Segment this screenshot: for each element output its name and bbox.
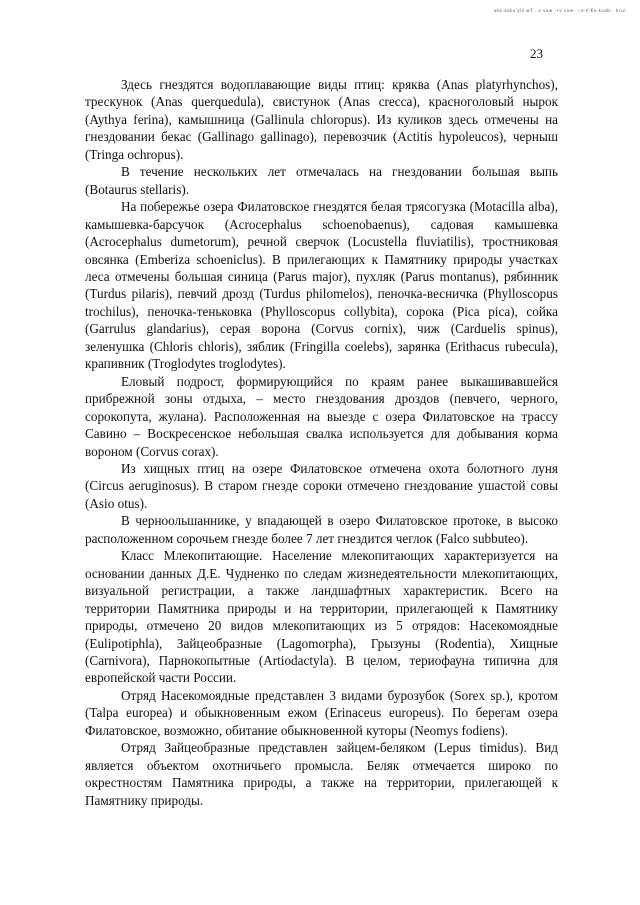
paragraph-mammals: Класс Млекопитающие. Население млекопитающих характеризуется на основании данных Д.Е. Чудненко по следам жизнедеятельности млекопитающих, визуальной регистрации, а также ландшафтных характеристик. Всего на территории Памятника природы и на территории, прилегающей к Памятнику природы, отмечено 20 видов млекопитающих из 5 отрядов: Насекомоядные (Eulipotiphla), Зайцеобразные (Lagomorpha), Грызуны (Rodentia), Хищные (Carnivora), Парнокопытные (Artiodactyla). В целом, териофауна типична для европейской части России.: [85, 548, 558, 686]
paragraph-spruce-undergrowth: Еловый подрост, формирующийся по краям ранее выкашивавшейся прибрежной зоны отдыха, – место гнездования дроздов (певчего, черного, сорокопута, жулана). Расположенная на выезде с озера Филатовское на трассу Савино – Воскресенское небольшая свалка используется для добывания корма вороном (Corvus corax).: [85, 373, 558, 459]
paragraph-raptors: Из хищных птиц на озере Филатовское отмечена охота болотного луня (Circus aeruginosus). В старом гнезде сороки отмечено гнездование ушастой совы (Asio otus).: [85, 460, 558, 511]
paragraph-bittern: В течение нескольких лет отмечалась на гнездовании большая выпь (Botaurus stellaris).: [85, 164, 558, 197]
scan-header-strip: aka-aaku'ylz-w1 ..v-vaw -•v-vaw- -;a-V·Ka-kuab-. kcui: [493, 8, 626, 13]
paragraph-lagomorphs: Отряд Зайцеобразные представлен зайцем-беляком (Lepus timidus). Вид является объектом охотничьего промысла. Беляк отмечается широко по окрестностям Памятника природы, а также на территории, прилегающей к Памятнику природы.: [85, 740, 558, 808]
paragraph-insectivores: Отряд Насекомоядные представлен 3 видами бурозубок (Sorex sp.), кротом (Talpa europea) и обыкновенным ежом (Erinaceus europeus). По берегам озера Филатовское, возможно, обитание обыкновенной куторы (Neomys fodiens).: [85, 687, 558, 738]
paragraph-hobby: В черноольшаннике, у впадающей в озеро Филатовское протоке, в высоко расположенном сорочьем гнезде более 7 лет гнездится чеглок (Falco subbuteo).: [85, 513, 558, 546]
document-body: [85, 76, 558, 809]
paragraph-shore-birds: На побережье озера Филатовское гнездятся белая трясогузка (Motacilla alba), камышевка-барсучок (Acrocephalus schoenobaenus), садовая камышевка (Acrocephalus dumetorum), речной сверчок (Locustella fluviatilis), тростниковая овсянка (Emberiza schoeniclus). В прилегающих к Памятнику природы участках леса отмечены большая синица (Parus major), пухляк (Parus montanus), рябинник (Turdus pilaris), певчий дрозд (Turdus philomelos), пеночка-весничка (Phylloscopus trochilus), пеночка-теньковка (Phylloscopus collybita), сорока (Pica pica), сойка (Garrulus glandarius), серая ворона (Corvus cornix), чиж (Carduelis spinus), зеленушка (Chloris chloris), зяблик (Fringilla coelebs), зарянка (Erithacus rubecula), крапивник (Troglodytes troglodytes).: [85, 199, 558, 372]
page-number: 23: [530, 46, 543, 61]
paragraph-waterfowl: Здесь гнездятся водоплавающие виды птиц: кряква (Anas platyrhynchos), трескунок (Anas querquedula), свистунок (Anas crecca), красноголовый нырок (Aythya ferina), камышница (Gallinula chloropus). Из куликов здесь отмечены на гнездовании бекас (Gallinago gallinago), перевозчик (Actitis hypoleucos), черныш (Tringa ochropus).: [85, 77, 558, 162]
